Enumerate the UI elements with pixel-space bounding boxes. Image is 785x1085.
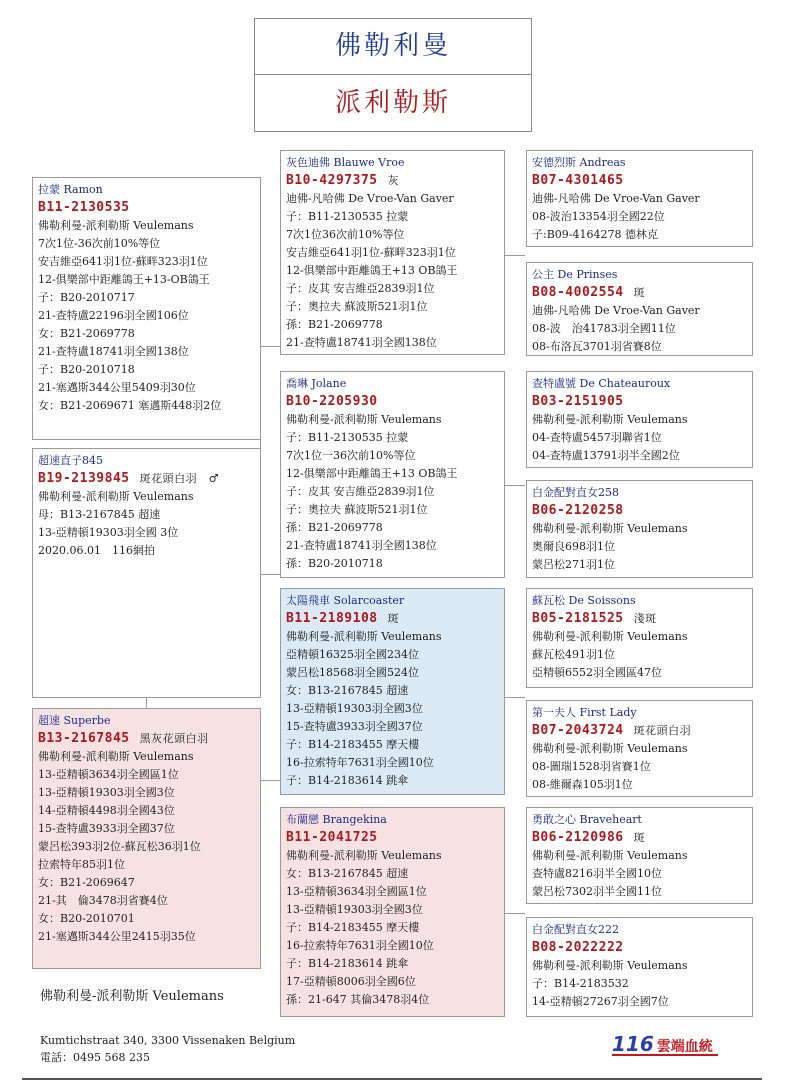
pedigree-line: 蒙呂松18568羽全國524位 — [286, 666, 419, 679]
ring-number: B11-2189108 斑 — [286, 611, 400, 626]
connector-line — [505, 255, 525, 256]
pedigree-line: 子：皮其 安吉維亞2839羽1位 — [286, 282, 435, 295]
sire-dam-dam-card — [526, 480, 753, 578]
pedigree-line: 7次1位一36次前10%等位 — [286, 449, 416, 462]
pedigree-line: 母：B13-2167845 超速 — [38, 508, 161, 521]
pigeon-name: 蘇瓦松 De Soissons — [532, 594, 636, 607]
pedigree-line: 16-拉索特年7631羽全國10位 — [286, 756, 434, 769]
pedigree-line: 子：奧拉夫 蘇波斯521羽1位 — [286, 503, 428, 516]
connector-line — [505, 697, 525, 698]
dam-sire-card — [280, 588, 505, 795]
pedigree-line: 佛勒利曼-派利勒斯 Veulemans — [38, 490, 194, 503]
color-note: 斑花頭白羽 ♂ — [139, 472, 219, 485]
pedigree-line: 7次1位36次前10%等位 — [286, 228, 405, 241]
pedigree-line: 子：B11-2130535 拉蒙 — [286, 210, 409, 223]
ring-number: B05-2181525 淺斑 — [532, 611, 657, 626]
pedigree-line: 佛勒利曼-派利勒斯 Veulemans — [286, 630, 442, 643]
pedigree-line: 7次1位-36次前10%等位 — [38, 237, 161, 250]
pedigree-line: 子：B14-2183455 摩天樓 — [286, 921, 420, 934]
pedigree-line: 子：B20-2010718 — [38, 363, 135, 376]
color-note: 斑 — [387, 612, 400, 625]
ring-number: B08-4002554 斑 — [532, 285, 646, 300]
site-logo — [612, 1032, 718, 1056]
pedigree-line: 孫：21-647 其倫3478羽4位 — [286, 993, 430, 1006]
pedigree-line: 迪佛-凡哈佛 De Vroe-Van Gaver — [286, 192, 454, 205]
pedigree-line: 子：B14-2183614 跳傘 — [286, 774, 409, 787]
ring-number: B10-4297375 灰 — [286, 173, 400, 188]
pedigree-line: 女：B21-2069647 — [38, 876, 135, 889]
connector-line — [505, 913, 525, 914]
pedigree-line: 08-波 治41783羽全國11位 — [532, 322, 676, 335]
pedigree-line: 佛勒利曼-派利勒斯 Veulemans — [38, 219, 194, 232]
pedigree-line: 16-拉索特年7631羽全國10位 — [286, 939, 434, 952]
bottom-rule — [22, 1078, 762, 1080]
ring-number: B11-2130535 — [38, 200, 130, 215]
logo-text: 雲端血統 — [656, 1039, 713, 1055]
pedigree-line: 佛勒利曼-派利勒斯 Veulemans — [532, 522, 688, 535]
pedigree-line: 08-維爾森105羽1位 — [532, 778, 633, 791]
ring-number: B07-4301465 — [532, 173, 624, 188]
pedigree-line: 13-亞精頓19303羽全國3位 — [286, 702, 423, 715]
pedigree-line: 蘇瓦松491羽1位 — [532, 648, 615, 661]
pedigree-line: 子：B14-2183455 摩天樓 — [286, 738, 420, 751]
ring-number: B19-2139845 斑花頭白羽 ♂ — [38, 471, 219, 486]
connector-line — [260, 780, 280, 781]
pedigree-line: 子：B20-2010717 — [38, 291, 135, 304]
pigeon-name: 太陽飛車 Solarcoaster — [286, 594, 405, 607]
ring-number: B10-2205930 — [286, 394, 378, 409]
pedigree-line: 子：B11-2130535 拉蒙 — [286, 431, 409, 444]
sire-sire-card — [280, 150, 505, 355]
dam-sire-sire-card — [526, 588, 753, 688]
pedigree-line: 女：B20-2010701 — [38, 912, 135, 925]
breeder-name-line1: 佛勒利曼 — [254, 18, 532, 75]
pedigree-line: 08-波治13354羽全國22位 — [532, 210, 665, 223]
pedigree-line: 14-亞精頓4498羽全國43位 — [38, 804, 175, 817]
pedigree-line: 子:B09-4164278 德林克 — [532, 228, 658, 241]
sire-dam-sire-card — [526, 371, 753, 468]
pigeon-name: 公主 De Prinses — [532, 268, 618, 281]
pedigree-line: 子：B14-2183532 — [532, 977, 629, 990]
pedigree-line: 13-亞精頓19303羽全國3位 — [38, 786, 175, 799]
pigeon-name: 勇敢之心 Braveheart — [532, 813, 642, 826]
pigeon-name: 布蘭戀 Brangekina — [286, 813, 387, 826]
pedigree-line: 08-布洛瓦3701羽省賽8位 — [532, 340, 662, 353]
breeder-signature: 佛勒利曼-派利勒斯 Veulemans — [40, 989, 224, 1004]
pedigree-line: 21-塞邁斯344公里2415羽35位 — [38, 930, 196, 943]
pedigree-line: 佛勒利曼-派利勒斯 Veulemans — [286, 849, 442, 862]
pigeon-name: 白金配對直女258 — [532, 486, 619, 499]
connector-line — [505, 485, 525, 486]
pedigree-line: 21-查特盧18741羽全國138位 — [286, 336, 437, 349]
ring-number: B13-2167845 黑灰花頭白羽 — [38, 731, 209, 746]
pedigree-line: 亞精頓16325羽全國234位 — [286, 648, 419, 661]
pedigree-line: 佛勒利曼-派利勒斯 Veulemans — [532, 630, 688, 643]
pigeon-name: 超速直子845 — [38, 454, 103, 467]
pedigree-line: 13-亞精頓19303羽全國 3位 — [38, 526, 179, 539]
pedigree-line: 迪佛-凡哈佛 De Vroe-Van Gaver — [532, 192, 700, 205]
pigeon-name: 拉蒙 Ramon — [38, 183, 103, 196]
connector-line — [146, 698, 147, 708]
pedigree-line: 蒙呂松393羽2位-蘇瓦松36羽1位 — [38, 840, 201, 853]
sire-card — [32, 177, 261, 440]
breeder-name-line2: 派利勒斯 — [254, 74, 532, 132]
pedigree-line: 蒙呂松271羽1位 — [532, 558, 615, 571]
pedigree-line: 女：B21-2069671 塞邁斯448羽2位 — [38, 399, 222, 412]
pedigree-line: 12-俱樂部中距離鴿王+13 OB鴿王 — [286, 467, 458, 480]
pedigree-line: 孫：B21-2069778 — [286, 521, 383, 534]
pedigree-line: 蒙呂松7302羽半全國11位 — [532, 885, 662, 898]
pigeon-name: 白金配對直女222 — [532, 923, 619, 936]
logo-number: 116 — [612, 1032, 654, 1056]
pedigree-line: 21-查特盧18741羽全國138位 — [286, 539, 437, 552]
subject-card — [32, 448, 261, 698]
ring-number: B03-2151905 — [532, 394, 624, 409]
pedigree-line: 女：B21-2069778 — [38, 327, 135, 340]
pedigree-line: 12-俱樂部中距離鴿王+13-OB鴿王 — [38, 273, 210, 286]
pigeon-name: 安德烈斯 Andreas — [532, 156, 626, 169]
pedigree-line: 13-亞精頓3634羽全國區1位 — [38, 768, 179, 781]
color-note: 淺斑 — [633, 612, 657, 625]
pedigree-line: 孫：B20-2010718 — [286, 557, 383, 570]
dam-dam-sire-card — [526, 807, 753, 904]
pigeon-name: 第一夫人 First Lady — [532, 706, 637, 719]
ring-number: B06-2120258 — [532, 503, 624, 518]
ring-number: B06-2120986 斑 — [532, 830, 646, 845]
pedigree-line: 13-亞精頓3634羽全國區1位 — [286, 885, 427, 898]
pedigree-line: 2020.06.01 116網拍 — [38, 544, 155, 557]
pigeon-name: 查特盧號 De Chateauroux — [532, 377, 671, 390]
ring-number: B07-2043724 斑花頭白羽 — [532, 723, 692, 738]
pedigree-line: 女：B13-2167845 超速 — [286, 867, 409, 880]
pedigree-line: 子：皮其 安吉維亞2839羽1位 — [286, 485, 435, 498]
color-note: 斑 — [633, 286, 646, 299]
pedigree-line: 拉索特年85羽1位 — [38, 858, 125, 871]
ring-number: B11-2041725 — [286, 830, 378, 845]
dam-dam-dam-card — [526, 917, 753, 1017]
pedigree-line: 15-查特盧3933羽全國37位 — [286, 720, 423, 733]
pedigree-line: 佛勒利曼-派利勒斯 Veulemans — [286, 413, 442, 426]
sire-sire-sire-card — [526, 150, 753, 247]
sire-dam-card — [280, 371, 505, 578]
pedigree-line: 21-查特盧22196羽全國106位 — [38, 309, 189, 322]
pedigree-line: 04-查特盧5457羽聯省1位 — [532, 431, 662, 444]
dam-card — [32, 708, 261, 969]
pedigree-line: 14-亞精頓27267羽全國7位 — [532, 995, 669, 1008]
pedigree-line: 佛勒利曼-派利勒斯 Veulemans — [532, 959, 688, 972]
connector-line — [260, 574, 280, 575]
color-note: 斑 — [633, 831, 646, 844]
dam-dam-card — [280, 807, 505, 1017]
pedigree-line: 21-其 倫3478羽省賽4位 — [38, 894, 168, 907]
pedigree-line: 子：奧拉夫 蘇波斯521羽1位 — [286, 300, 428, 313]
pedigree-line: 15-查特盧3933羽全國37位 — [38, 822, 175, 835]
pedigree-line: 查特盧8216羽半全國10位 — [532, 867, 662, 880]
pedigree-line: 子：B14-2183614 跳傘 — [286, 957, 409, 970]
color-note: 斑花頭白羽 — [633, 724, 692, 737]
pedigree-line: 奧爾良698羽1位 — [532, 540, 615, 553]
pedigree-line: 女：B13-2167845 超速 — [286, 684, 409, 697]
color-note: 灰 — [387, 174, 400, 187]
pigeon-name: 喬琳 Jolane — [286, 377, 347, 390]
pedigree-line: 迪佛-凡哈佛 De Vroe-Van Gaver — [532, 304, 700, 317]
pedigree-line: 佛勒利曼-派利勒斯 Veulemans — [38, 750, 194, 763]
pedigree-line: 佛勒利曼-派利勒斯 Veulemans — [532, 849, 688, 862]
pedigree-line: 12-俱樂部中距離鴿王+13 OB鴿王 — [286, 264, 458, 277]
pedigree-line: 21-塞邁斯344公里5409羽30位 — [38, 381, 196, 394]
pedigree-line: 21-查特盧18741羽全國138位 — [38, 345, 189, 358]
pedigree-line: 佛勒利曼-派利勒斯 Veulemans — [532, 413, 688, 426]
pedigree-line: 佛勒利曼-派利勒斯 Veulemans — [532, 742, 688, 755]
pedigree-line: 04-查特盧13791羽半全國2位 — [532, 449, 680, 462]
pedigree-line: 08-圖瑞1528羽省賽1位 — [532, 760, 651, 773]
phone: 電話：0495 568 235 — [40, 1051, 150, 1064]
pedigree-line: 亞精頓6552羽全國區47位 — [532, 666, 662, 679]
pedigree-line: 安吉維亞641羽1位-蘇畔323羽1位 — [38, 255, 208, 268]
contact-block — [40, 1032, 295, 1066]
pigeon-name: 超速 Superbe — [38, 714, 111, 727]
dam-sire-dam-card — [526, 700, 753, 797]
color-note: 黑灰花頭白羽 — [139, 732, 209, 745]
connector-line — [260, 346, 280, 347]
pedigree-line: 17-亞精頓8006羽全國6位 — [286, 975, 416, 988]
ring-number: B08-2022222 — [532, 940, 624, 955]
pedigree-line: 安吉維亞641羽1位-蘇畔323羽1位 — [286, 246, 456, 259]
pigeon-name: 灰色迪佛 Blauwe Vroe — [286, 156, 405, 169]
address: Kumtichstraat 340, 3300 Vissenaken Belgium — [40, 1034, 296, 1047]
pedigree-line: 孫：B21-2069778 — [286, 318, 383, 331]
pedigree-line: 13-亞精頓19303羽全國3位 — [286, 903, 423, 916]
sire-sire-dam-card — [526, 262, 753, 356]
